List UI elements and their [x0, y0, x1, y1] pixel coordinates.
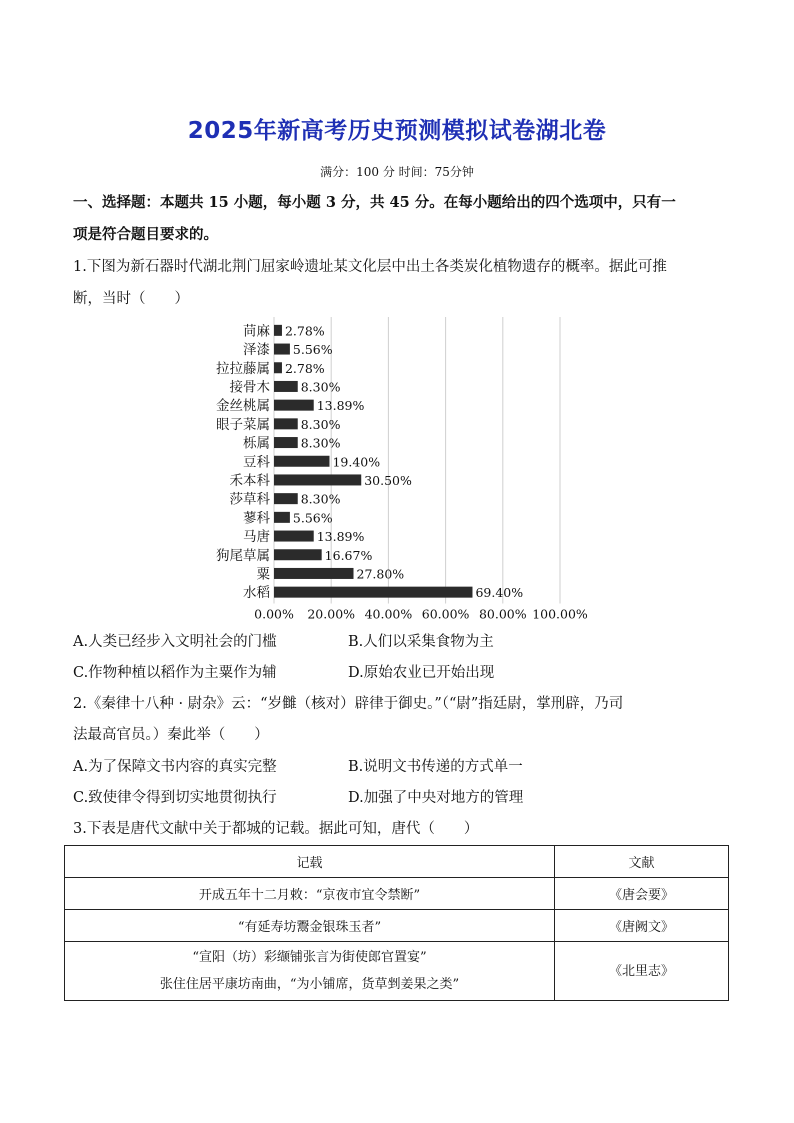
bar — [274, 568, 354, 579]
q2-option-a[interactable]: A.为了保障文书内容的真实完整 — [73, 759, 277, 775]
category-label: 接骨木 — [229, 379, 270, 396]
tang-records-table — [64, 845, 729, 1001]
q2-option-d[interactable]: D.加强了中央对地方的管理 — [348, 790, 524, 806]
q1-option-a[interactable]: A.人类已经步入文明社会的门槛 — [73, 634, 277, 650]
table-cell-record — [65, 942, 555, 1001]
table-cell-record-line: “宣阳（坊）彩缬铺张言为街使郎官置宴” — [192, 950, 427, 965]
category-label: 禾本科 — [229, 472, 270, 489]
q2-stem-line2: 法最高官员。）秦此举（ ） — [73, 727, 269, 743]
category-label: 眼子菜属 — [216, 416, 270, 433]
data-label: 19.40% — [332, 454, 381, 470]
bar — [274, 587, 472, 598]
section-heading-line1: 一、选择题：本题共 15 小题，每小题 3 分，共 45 分。在每小题给出的四个选项中，只有一 — [73, 194, 676, 211]
table-header-row — [65, 846, 729, 878]
q2-option-b[interactable]: B.说明文书传递的方式单一 — [348, 759, 523, 775]
x-tick-label: 40.00% — [364, 606, 413, 622]
table-header-source: 文献 — [555, 846, 729, 878]
data-label: 8.30% — [300, 491, 341, 507]
table-cell-source: 《唐会要》 — [555, 878, 729, 910]
bar — [274, 437, 298, 448]
table-row — [65, 910, 729, 942]
category-label: 栎属 — [243, 435, 270, 452]
bar — [274, 549, 322, 560]
q1-option-c[interactable]: C.作物种植以稻作为主粟作为辅 — [73, 665, 277, 681]
category-label: 苘麻 — [243, 323, 270, 340]
category-label: 莎草科 — [229, 491, 270, 508]
q1-stem-line2: 断，当时（ ） — [73, 291, 189, 307]
bar — [274, 512, 290, 523]
x-tick-label: 100.00% — [532, 606, 588, 622]
x-tick-label: 0.00% — [254, 606, 294, 622]
data-label: 8.30% — [300, 416, 341, 432]
plant-remains-bar-chart — [200, 313, 600, 625]
data-label: 13.89% — [316, 529, 365, 545]
q2-option-c[interactable]: C.致使律令得到切实地贯彻执行 — [73, 790, 277, 806]
category-label: 水稻 — [243, 585, 270, 602]
data-label: 13.89% — [316, 398, 365, 414]
q2-stem-line1: 2.《秦律十八种 · 尉杂》云：“岁雠（核对）辟律于御史。”（“尉”指廷尉，掌刑辟，乃司 — [73, 696, 624, 712]
data-label: 27.80% — [356, 566, 405, 582]
x-tick-label: 20.00% — [307, 606, 356, 622]
q1-option-b[interactable]: B.人们以采集食物为主 — [348, 634, 494, 650]
category-label: 粟 — [256, 566, 270, 583]
category-label: 拉拉藤属 — [216, 360, 270, 377]
section-heading-line2: 项是符合题目要求的。 — [73, 226, 218, 243]
bar — [274, 474, 361, 485]
bar — [274, 493, 298, 504]
bar — [274, 344, 290, 355]
table-cell-record: 开成五年十二月敕：“京夜市宜令禁断” — [65, 878, 555, 910]
data-label: 69.40% — [475, 585, 524, 601]
table-cell-source: 《唐阙文》 — [555, 910, 729, 942]
data-label: 2.78% — [284, 360, 325, 376]
page-title: 2025年新高考历史预测模拟试卷湖北卷 — [187, 118, 607, 144]
table-row — [65, 942, 729, 1001]
data-label: 8.30% — [300, 379, 341, 395]
data-label: 8.30% — [300, 435, 341, 451]
bar — [274, 418, 298, 429]
category-label: 狗尾草属 — [216, 547, 270, 564]
table-header-record: 记载 — [65, 846, 555, 878]
category-label: 马唐 — [243, 529, 270, 546]
data-label: 16.67% — [324, 547, 373, 563]
exam-meta: 满分：100 分 时间：75分钟 — [320, 165, 474, 179]
x-tick-label: 60.00% — [421, 606, 470, 622]
bar — [274, 362, 282, 373]
bar — [274, 531, 314, 542]
data-label: 5.56% — [292, 342, 333, 358]
table-cell-record-line: 张住住居平康坊南曲，“为小铺席，货草剉姜果之类” — [159, 977, 460, 992]
q3-stem: 3.下表是唐代文献中关于都城的记载。据此可知，唐代（ ） — [73, 821, 479, 837]
q1-stem-line1: 1.下图为新石器时代湖北荆门屈家岭遗址某文化层中出土各类炭化植物遗存的概率。据此可推 — [73, 259, 667, 275]
q1-option-d[interactable]: D.原始农业已开始出现 — [348, 665, 495, 681]
table-row — [65, 878, 729, 910]
category-label: 泽漆 — [243, 342, 270, 359]
data-label: 2.78% — [284, 323, 325, 339]
bar — [274, 325, 282, 336]
data-label: 30.50% — [364, 472, 412, 488]
table-cell-source: 《北里志》 — [555, 942, 729, 1001]
category-label: 金丝桃属 — [216, 398, 270, 415]
x-tick-label: 80.00% — [478, 606, 527, 622]
category-label: 蓼科 — [243, 510, 270, 527]
data-label: 5.56% — [292, 510, 333, 526]
bar — [274, 400, 314, 411]
category-label: 豆科 — [243, 454, 270, 471]
bar — [274, 456, 329, 467]
table-cell-record: “有延寿坊鬻金银珠玉者” — [65, 910, 555, 942]
bar — [274, 381, 298, 392]
